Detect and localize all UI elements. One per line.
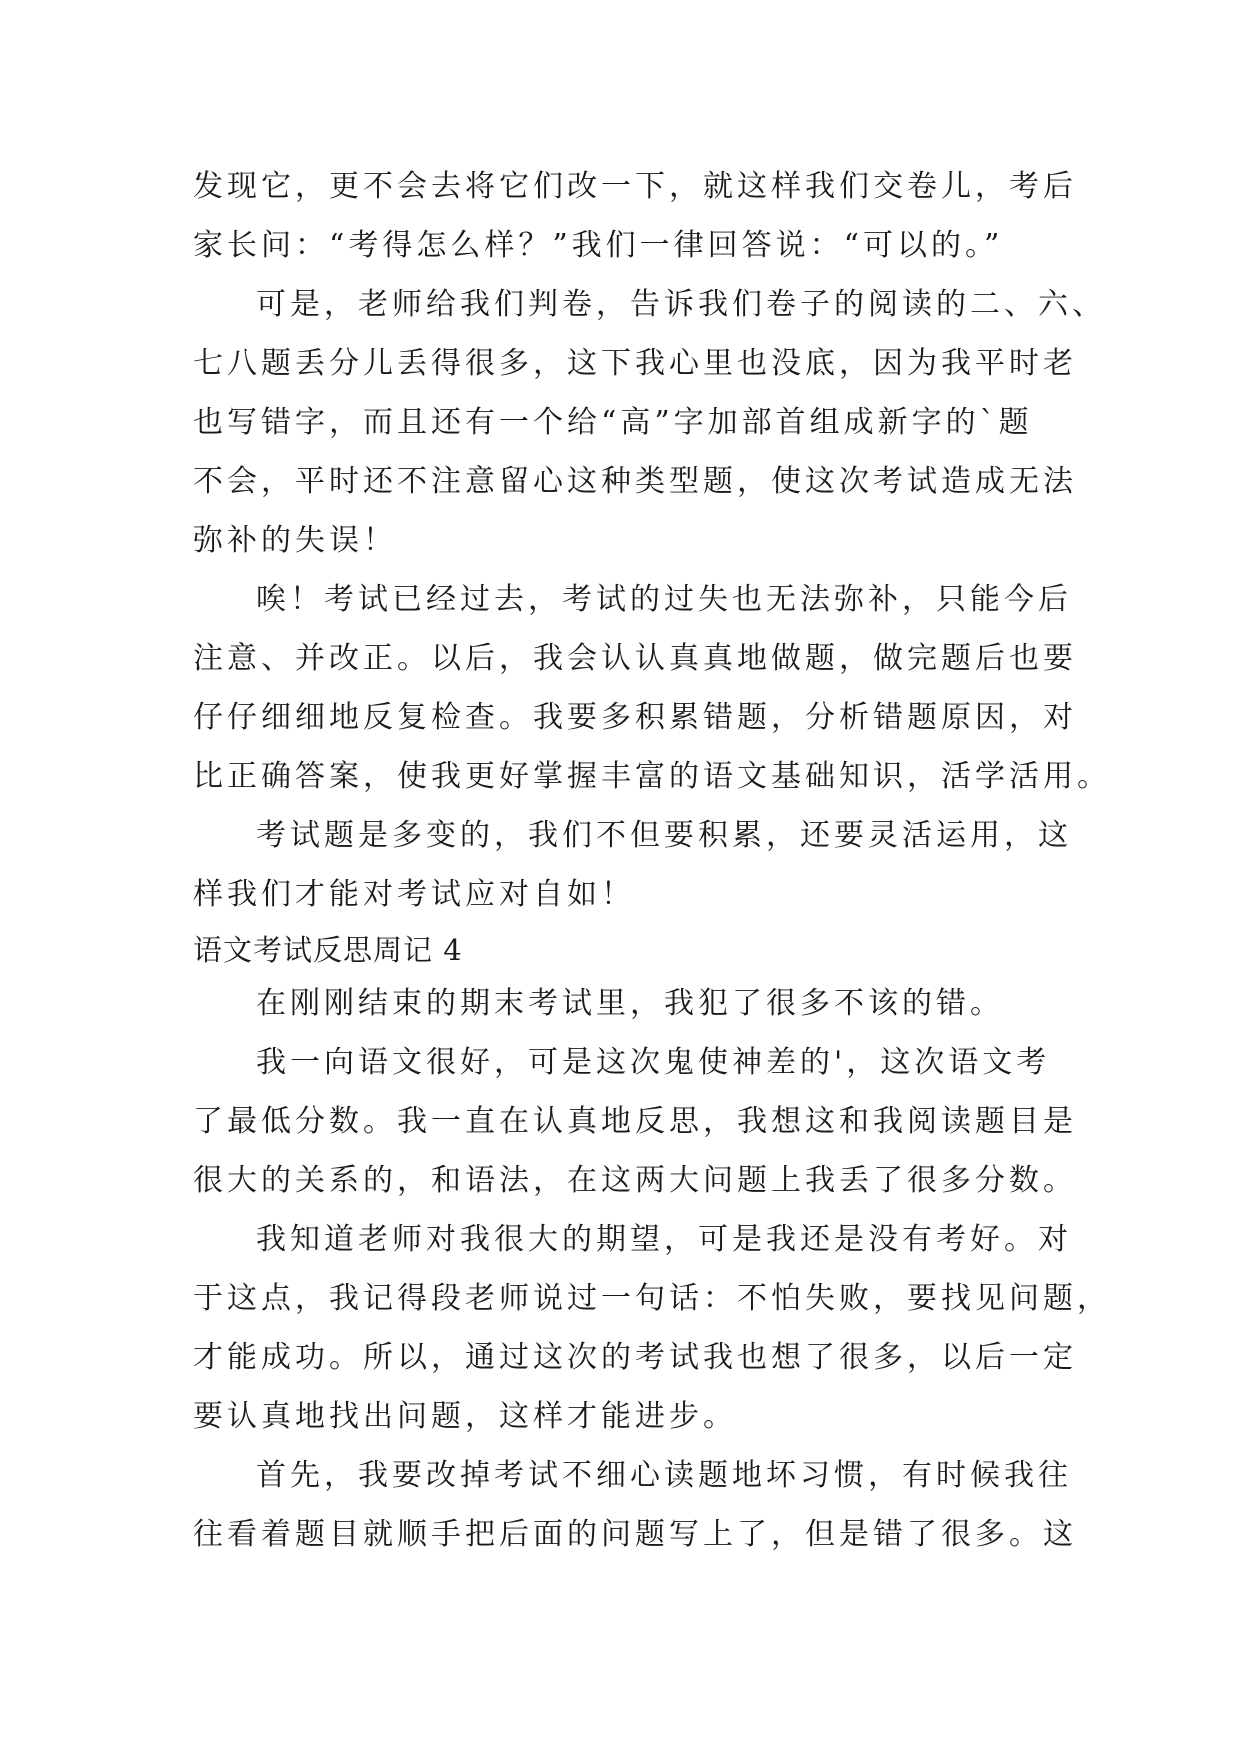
text-line: 仔仔细细地反复检查。我要多积累错题，分析错题原因，对 <box>193 700 1077 735</box>
text-line: 比正确答案，使我更好掌握丰富的语文基础知识，活学活用。 <box>193 759 1111 794</box>
text-line: 注意、并改正。以后，我会认认真真地做题，做完题后也要 <box>193 641 1077 676</box>
paragraph-start: 我知道老师对我很大的期望，可是我还是没有考好。对 <box>256 1222 1072 1257</box>
text-line: 家长问：“考得怎么样？”我们一律回答说：“可以的。” <box>193 228 1004 263</box>
text-line: 于这点，我记得段老师说过一句话：不怕失败，要找见问题， <box>193 1281 1111 1316</box>
paragraph-start: 我一向语文很好，可是这次鬼使神差的'，这次语文考 <box>256 1045 1051 1080</box>
text-line: 弥补的失误！ <box>193 523 397 558</box>
text-line: 发现它，更不会去将它们改一下，就这样我们交卷儿，考后 <box>193 169 1077 204</box>
text-line: 不会，平时还不注意留心这种类型题，使这次考试造成无法 <box>193 464 1077 499</box>
text-line: 才能成功。所以，通过这次的考试我也想了很多，以后一定 <box>193 1340 1077 1375</box>
text-line: 样我们才能对考试应对自如！ <box>193 877 635 912</box>
paragraph-start: 考试题是多变的，我们不但要积累，还要灵活运用，这 <box>256 818 1072 853</box>
section-heading: 语文考试反思周记 4 <box>193 933 463 967</box>
paragraph-start: 唉！考试已经过去，考试的过失也无法弥补，只能今后 <box>256 582 1072 617</box>
text-line: 七八题丢分儿丢得很多，这下我心里也没底，因为我平时老 <box>193 346 1077 381</box>
text-line: 也写错字，而且还有一个给“高”字加部首组成新字的`题 <box>193 405 1033 440</box>
paragraph-start: 首先，我要改掉考试不细心读题地坏习惯，有时候我往 <box>256 1458 1072 1493</box>
text-line: 往看着题目就顺手把后面的问题写上了，但是错了很多。这 <box>193 1517 1077 1552</box>
text-line: 很大的关系的，和语法，在这两大问题上我丢了很多分数。 <box>193 1163 1077 1198</box>
paragraph-start: 在刚刚结束的期末考试里，我犯了很多不该的错。 <box>256 986 1004 1021</box>
text-line: 要认真地找出问题，这样才能进步。 <box>193 1399 737 1434</box>
paragraph-start: 可是，老师给我们判卷，告诉我们卷子的阅读的二、六、 <box>256 287 1106 322</box>
text-line: 了最低分数。我一直在认真地反思，我想这和我阅读题目是 <box>193 1104 1077 1139</box>
